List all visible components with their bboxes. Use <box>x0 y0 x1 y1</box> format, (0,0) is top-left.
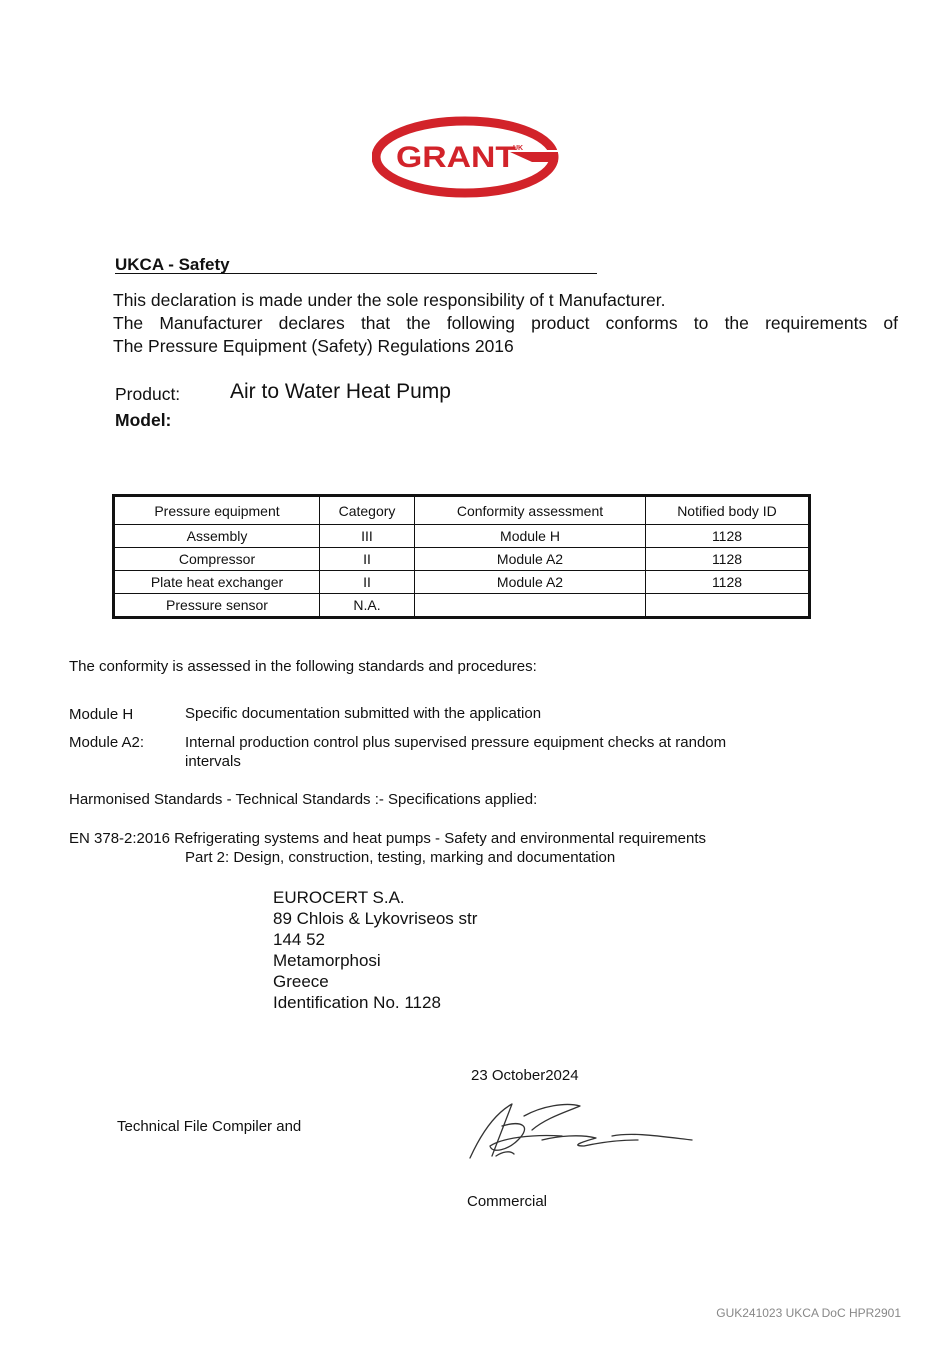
table-cell: III <box>320 525 415 548</box>
table-cell: Module A2 <box>415 571 646 594</box>
intro-word: the <box>406 313 431 333</box>
heading-underline <box>115 273 597 274</box>
notified-body-postcode: 144 52 <box>273 930 325 949</box>
conformity-intro: The conformity is assessed in the following standards and procedures: <box>69 658 537 675</box>
intro-word: The <box>113 313 144 333</box>
grant-logo <box>372 116 562 198</box>
table-row <box>114 571 810 594</box>
table-cell: II <box>320 548 415 571</box>
notified-body-country: Greece <box>273 972 329 991</box>
intro-line-2 <box>113 312 898 335</box>
intro-word: product <box>531 313 590 333</box>
table-cell: II <box>320 571 415 594</box>
table-header-cell: Conformity assessment <box>415 496 646 525</box>
table-cell: Module A2 <box>415 548 646 571</box>
notified-body-address <box>273 887 477 1013</box>
intro-word: that <box>360 313 391 333</box>
product-label: Product: <box>115 384 181 404</box>
intro-word: Manufacturer <box>159 313 263 333</box>
intro-line-3: The Pressure Equipment (Safety) Regulations 2016 <box>113 336 514 356</box>
notified-body-street: 89 Chlois & Lykovriseos str <box>273 909 478 928</box>
table-cell: Compressor <box>114 548 320 571</box>
module-h-description: Specific documentation submitted with the application <box>185 705 542 722</box>
notified-body-id: Identification No. 1128 <box>273 993 441 1012</box>
pressure-equipment-table <box>112 494 811 619</box>
table-header-cell: Notified body ID <box>646 496 810 525</box>
intro-word: declares <box>278 313 345 333</box>
table-header-row <box>114 496 810 525</box>
standard-line-2: Part 2: Design, construction, testing, marking and documentation <box>185 849 616 866</box>
module-h-label: Module H <box>69 706 134 723</box>
module-a2-label: Module A2: <box>69 734 145 751</box>
intro-word: requirements <box>765 313 868 333</box>
model-label: Model: <box>115 410 172 430</box>
document-reference: GUK241023 UKCA DoC HPR2901 <box>716 1306 901 1320</box>
notified-body-name: EUROCERT S.A. <box>273 888 405 907</box>
intro-word: following <box>446 313 515 333</box>
module-a2-description-cont: intervals <box>185 753 241 770</box>
product-value: Air to Water Heat Pump <box>230 380 451 403</box>
signatory-title: Commercial <box>467 1193 548 1210</box>
harmonised-standards: Harmonised Standards - Technical Standards :- Specifications applied: <box>69 791 538 808</box>
intro-word: conforms <box>605 313 678 333</box>
table-row <box>114 525 810 548</box>
table-cell: Pressure sensor <box>114 594 320 618</box>
table-cell: Plate heat exchanger <box>114 571 320 594</box>
intro-word: of <box>883 313 898 333</box>
standard-line-1: EN 378-2:2016 Refrigerating systems and heat pumps - Safety and environmental requirements <box>69 830 707 847</box>
table-cell <box>415 594 646 618</box>
compiler-label: Technical File Compiler and <box>117 1118 302 1135</box>
intro-line-1: This declaration is made under the sole responsibility of t Manufacturer. <box>113 290 666 310</box>
page-heading: UKCA - Safety <box>115 255 230 274</box>
table-header-cell: Category <box>320 496 415 525</box>
table-cell: 1128 <box>646 548 810 571</box>
declaration-date: 23 October2024 <box>471 1067 579 1084</box>
table-cell: 1128 <box>646 525 810 548</box>
table-row <box>114 548 810 571</box>
table-cell: 1128 <box>646 571 810 594</box>
logo-superscript: UK <box>513 145 524 152</box>
table-cell <box>646 594 810 618</box>
notified-body-city: Metamorphosi <box>273 951 381 970</box>
table-row <box>114 594 810 618</box>
intro-word: to <box>693 313 709 333</box>
logo-text: GRANT <box>396 141 516 174</box>
module-a2-description: Internal production control plus supervised pressure equipment checks at random <box>185 734 727 751</box>
intro-word: the <box>724 313 749 333</box>
table-cell: N.A. <box>320 594 415 618</box>
table-cell: Assembly <box>114 525 320 548</box>
table-header-cell: Pressure equipment <box>114 496 320 525</box>
table-cell: Module H <box>415 525 646 548</box>
signature-image <box>462 1096 698 1168</box>
